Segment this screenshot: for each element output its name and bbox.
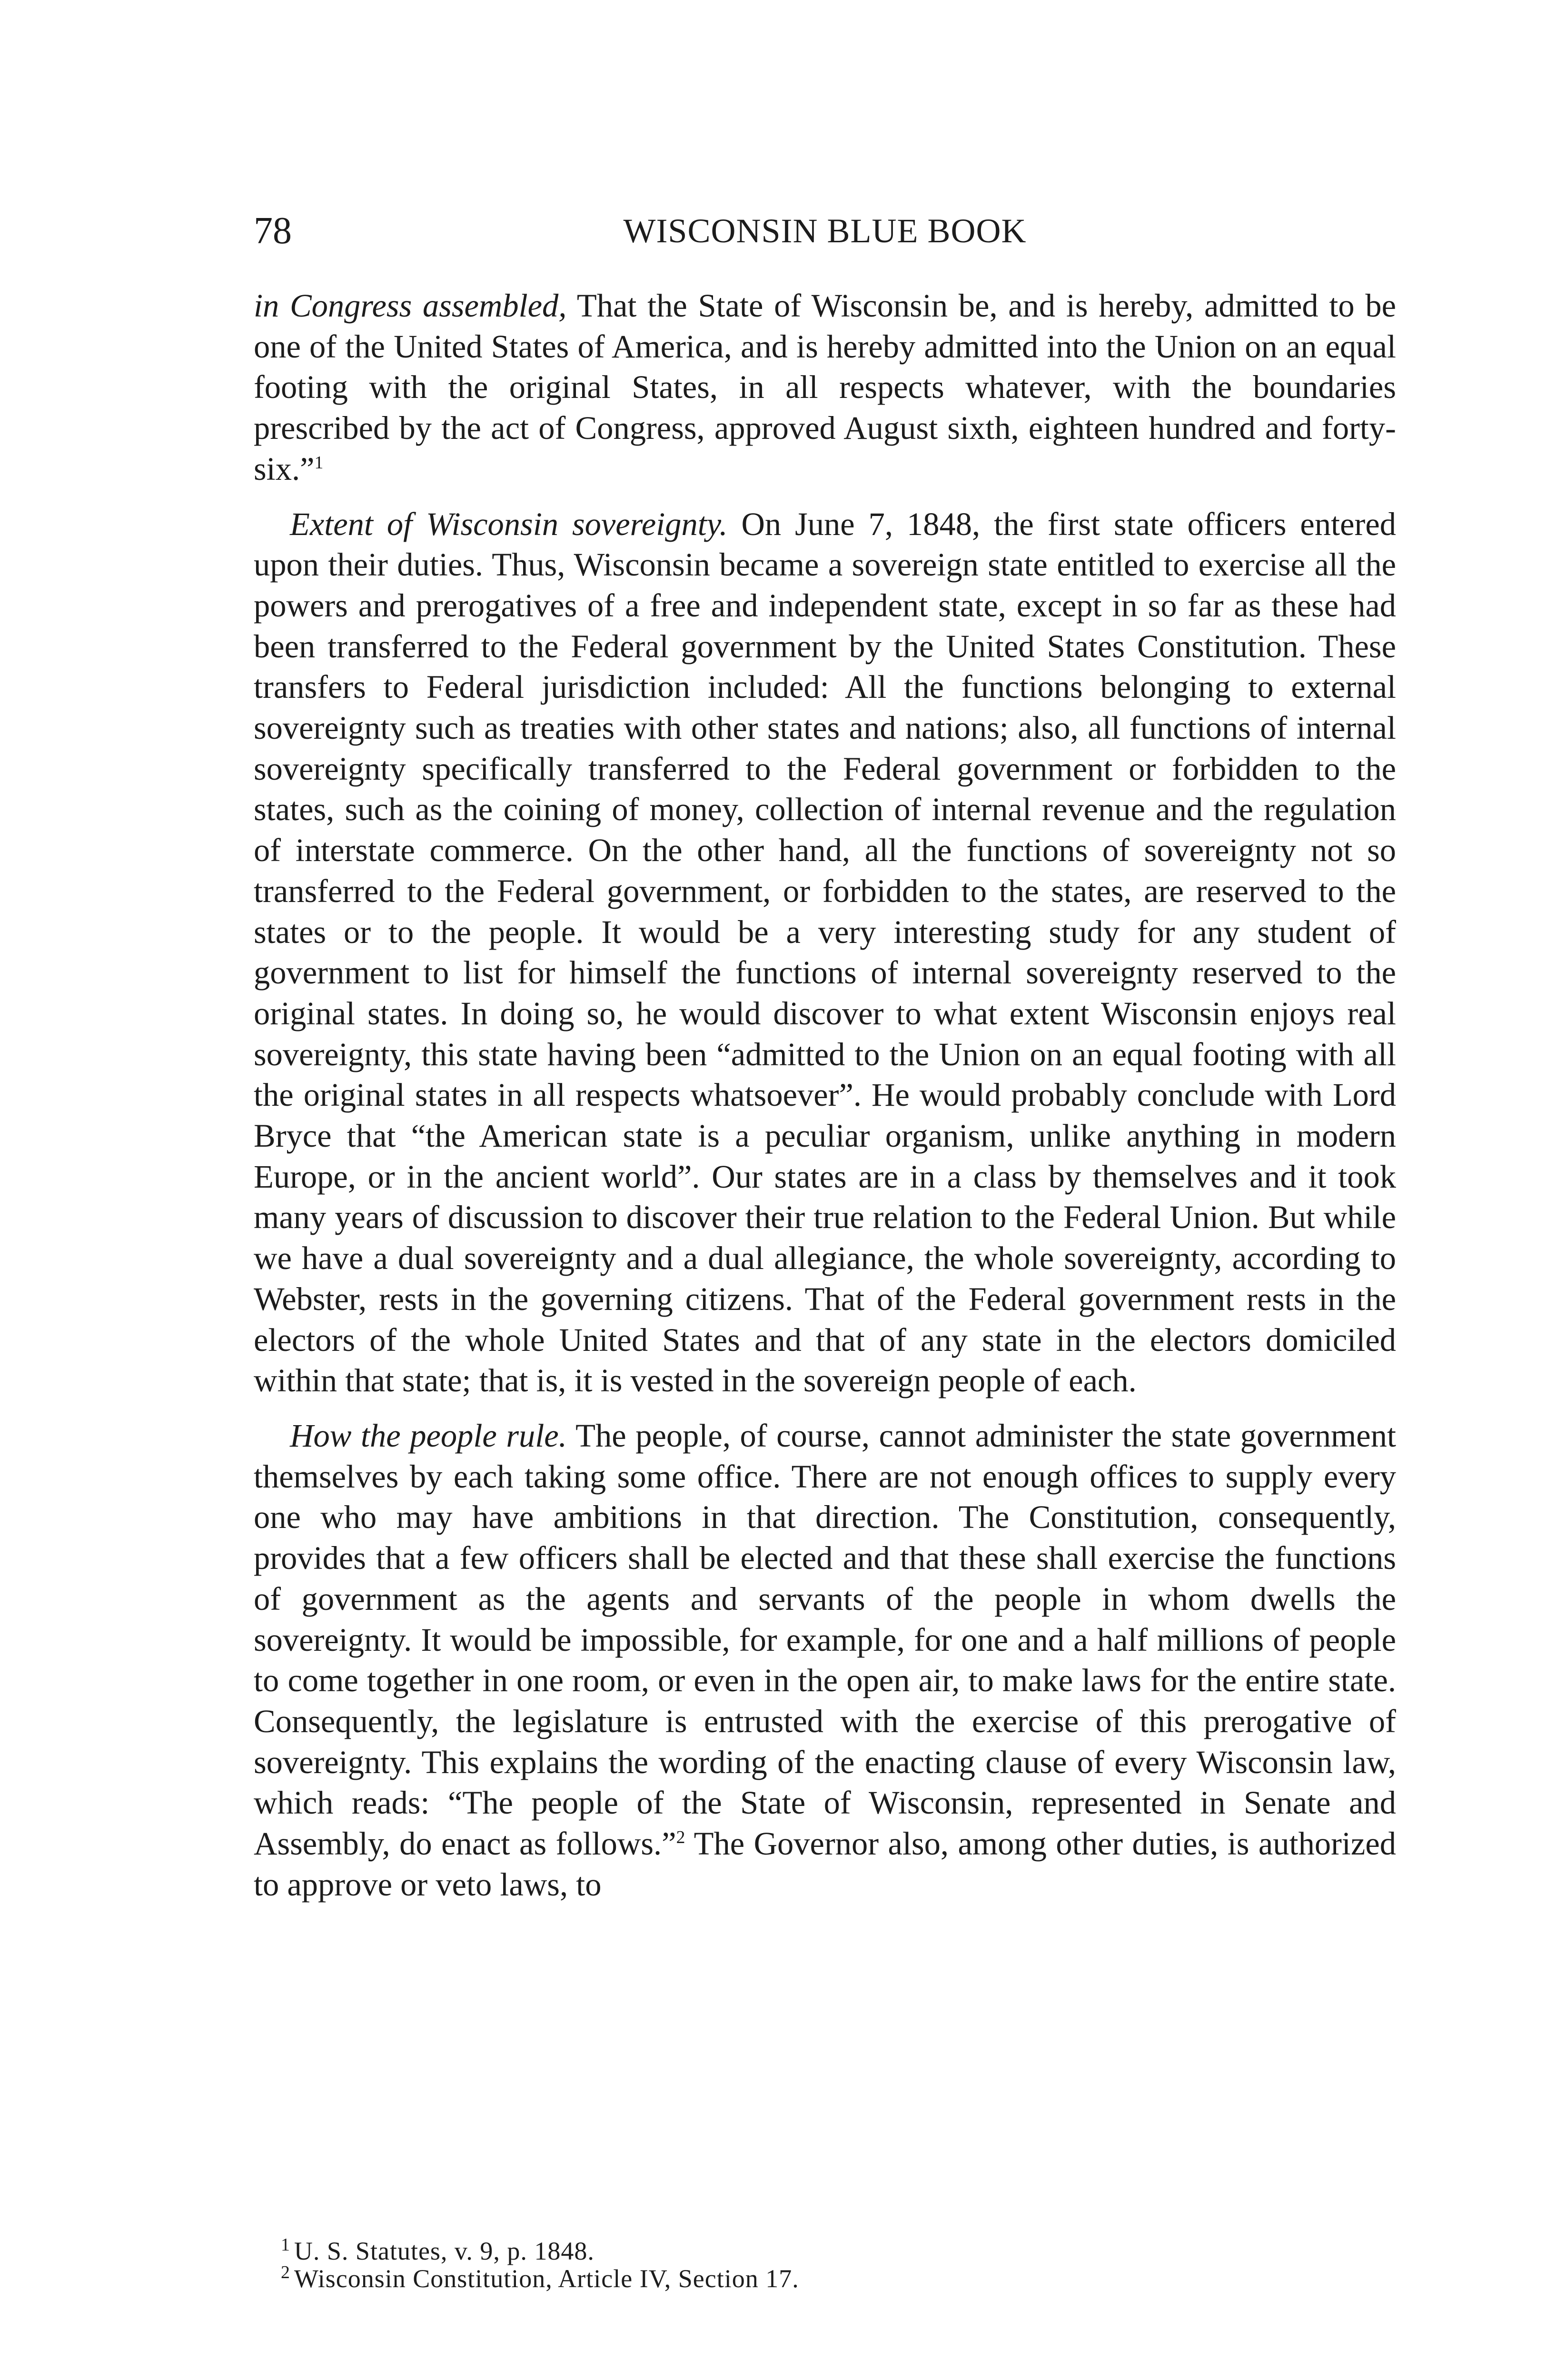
footnote: [281, 2262, 1376, 2293]
page-number: 78: [254, 210, 292, 252]
footnotes: [281, 2237, 1376, 2292]
footnote-reference: 1: [314, 452, 324, 473]
footnote: [281, 2237, 1376, 2265]
paragraph-text: The people, of course, cannot administer the state government themselves by each taking some office. There are not enough offices to supply every one who may have ambitions in that direction. The Constitution, consequently, provides that a few officers shall be elected and that these shall exercise the functions of government as the agents and servants of the people in whom dwells the sovereignty. It would be impossible, for example, for one and a half millions of people to come together in one room, or even in the open air, to make laws for the entire state. Consequently, the legislature is entrusted with the exercise of this prerogative of sovereignty. This explains the wording of the enacting clause of every Wisconsin law, which reads: “The people of the State of Wisconsin, represented in Senate and Assembly, do enact as follows.”: [254, 1417, 1396, 1862]
paragraph-text-continued: The Governor also, among other duties, is authorized to approve or veto laws, to: [254, 1825, 1396, 1903]
footnote-reference: 2: [676, 1827, 685, 1848]
page-header: [254, 205, 1396, 257]
footnote-mark: 1: [281, 2235, 290, 2255]
section-heading-italic: Extent of Wisconsin sovereignty.: [290, 506, 728, 542]
paragraph-enacting-clause: [254, 286, 1396, 490]
section-heading-italic: How the people rule.: [290, 1417, 567, 1454]
paragraph-text: That the State of Wisconsin be, and is hereby, admitted to be one of the United States of America, and is hereby admitted into the Union on an equal footing with the original States, in all respects whatever, with the boundaries prescribed by the act of Congress, approved August sixth, eighteen hundred and forty-six.”: [254, 288, 1396, 487]
footnote-text: Wisconsin Constitution, Article IV, Section 17.: [294, 2264, 799, 2293]
footnote-mark: 2: [281, 2262, 290, 2282]
paragraph-how-the-people-rule: [254, 1416, 1396, 1905]
paragraph-extent-of-sovereignty: [254, 504, 1396, 1401]
page-body: [254, 286, 1396, 1905]
running-head: WISCONSIN BLUE BOOK: [623, 212, 1027, 250]
footnote-text: U. S. Statutes, v. 9, p. 1848.: [294, 2237, 595, 2265]
paragraph-lead-italic: in Congress assembled,: [254, 288, 567, 324]
paragraph-text: On June 7, 1848, the first state officers entered upon their duties. Thus, Wisconsin became a sovereign state entitled to exercise all the powers and prerogatives of a free and independent state, except in so far as these had been transferred to the Federal government by the United States Constitution. These transfers to Federal jurisdiction included: All the functions belonging to external sovereignty such as treaties with other states and nations; also, all functions of internal sovereignty specifically transferred to the Federal government or forbidden to the states, such as the coining of money, collection of internal revenue and the regulation of interstate commerce. On the other hand, all the functions of sovereignty not so transferred to the Federal government, or forbidden to the states, are reserved to the states or to the people. It would be a very interesting study for any student of government to list for himself the functions of internal sovereignty reserved to the original states. In doing so, he would discover to what extent Wisconsin enjoys real sovereignty, this state having been “admitted to the Union on an equal footing with all the original states in all respects whatsoever”. He would probably conclude with Lord Bryce that “the American state is a peculiar organism, unlike anything in modern Europe, or in the ancient world”. Our states are in a class by themselves and it took many years of discussion to discover their true relation to the Federal Union. But while we have a dual sovereignty and a dual allegiance, the whole sovereignty, according to Webster, rests in the governing citizens. That of the Federal government rests in the electors of the whole United States and that of any state in the electors domiciled within that state; that is, it is vested in the sovereign people of each.: [254, 506, 1396, 1399]
